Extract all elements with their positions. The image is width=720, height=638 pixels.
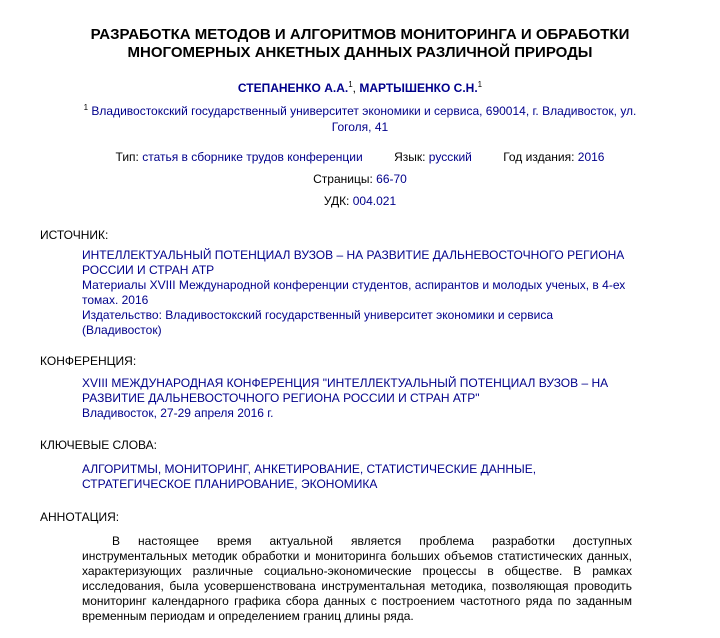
article-title: РАЗРАБОТКА МЕТОДОВ И АЛГОРИТМОВ МОНИТОРИНГА И ОБРАБОТКИ МНОГОМЕРНЫХ АНКЕТНЫХ ДАННЫХ РАЗЛИЧНОЙ ПРИРОДЫ [90,26,630,61]
source-block [82,248,632,338]
pages-value: 66-70 [376,172,407,186]
author-link[interactable]: МАРТЫШЕНКО С.Н. [359,81,478,95]
keywords-value[interactable]: АЛГОРИТМЫ, МОНИТОРИНГ, АНКЕТИРОВАНИЕ, СТАТИСТИЧЕСКИЕ ДАННЫЕ, СТРАТЕГИЧЕСКОЕ ПЛАНИРОВАНИЕ, ЭКОНОМИКА [82,462,537,491]
pages-label: Страницы: [313,172,373,186]
annotation-label: АННОТАЦИЯ: [40,510,120,524]
author-link[interactable]: СТЕПАНЕНКО А.А. [237,81,349,95]
publisher-value: Владивостокский государственный университет экономики и сервиса (Владивосток) [82,308,553,337]
source-label: ИСТОЧНИК: [40,228,109,242]
source-materials: Материалы XVIII Международной конференции студентов, аспирантов и молодых ученых, в 4-ех томах. 2016 [82,278,626,307]
annotation-text: В настоящее время актуальной является проблема разработки доступных инструментальных методик обработки и мониторинга больших объемов статистических данных, характеризующих различные социально-экономические процессы в обществе. В рамках исследования, была усовершенствована инструментальная методика, позволяющая проводить мониторинг календарного графика сбора данных с построением частотного ряда по заданным временным периодам и определением границ длины ряда. [82,534,632,623]
year-field [503,150,604,164]
conference-name: XVIII МЕЖДУНАРОДНАЯ КОНФЕРЕНЦИЯ "ИНТЕЛЛЕКТУАЛЬНЫЙ ПОТЕНЦИАЛ ВУЗОВ – НА РАЗВИТИЕ ДАЛЬНЕВОСТОЧНОГО РЕГИОНА РОССИИ И СТРАН АТР" [82,376,609,405]
type-field [116,150,363,164]
conference-place-date: Владивосток, 27-29 апреля 2016 г. [82,406,274,420]
language-value: русский [428,150,472,164]
source-publisher [82,308,632,338]
udk-field [0,194,720,208]
conference-label: КОНФЕРЕНЦИЯ: [40,354,137,368]
type-label: Тип: [115,150,139,164]
udk-label: УДК: [323,194,350,208]
conference-block [82,376,632,421]
language-field [394,150,472,164]
language-label: Язык: [394,150,426,164]
pages-field [0,172,720,186]
meta-row [0,150,720,164]
author-superscript: 1 [348,80,353,89]
author-separator: , [352,81,360,95]
author-superscript: 1 [477,80,483,89]
udk-value: 004.021 [352,194,397,208]
keywords-label: КЛЮЧЕВЫЕ СЛОВА: [40,438,157,452]
affiliation [70,100,650,135]
source-title-link[interactable]: ИНТЕЛЛЕКТУАЛЬНЫЙ ПОТЕНЦИАЛ ВУЗОВ – НА РАЗВИТИЕ ДАЛЬНЕВОСТОЧНОГО РЕГИОНА РОССИИ И СТРАН АТР [82,248,625,277]
publisher-label: Издательство: [82,308,162,322]
year-value: 2016 [577,150,605,164]
year-label: Год издания: [503,150,575,164]
authors [0,80,720,95]
affiliation-text: Владивостокский государственный университет экономики и сервиса, 690014, г. Владивосток, ул. Гоголя, 41 [91,104,637,134]
affiliation-superscript: 1 [83,103,89,112]
type-value: статья в сборнике трудов конференции [142,150,363,164]
